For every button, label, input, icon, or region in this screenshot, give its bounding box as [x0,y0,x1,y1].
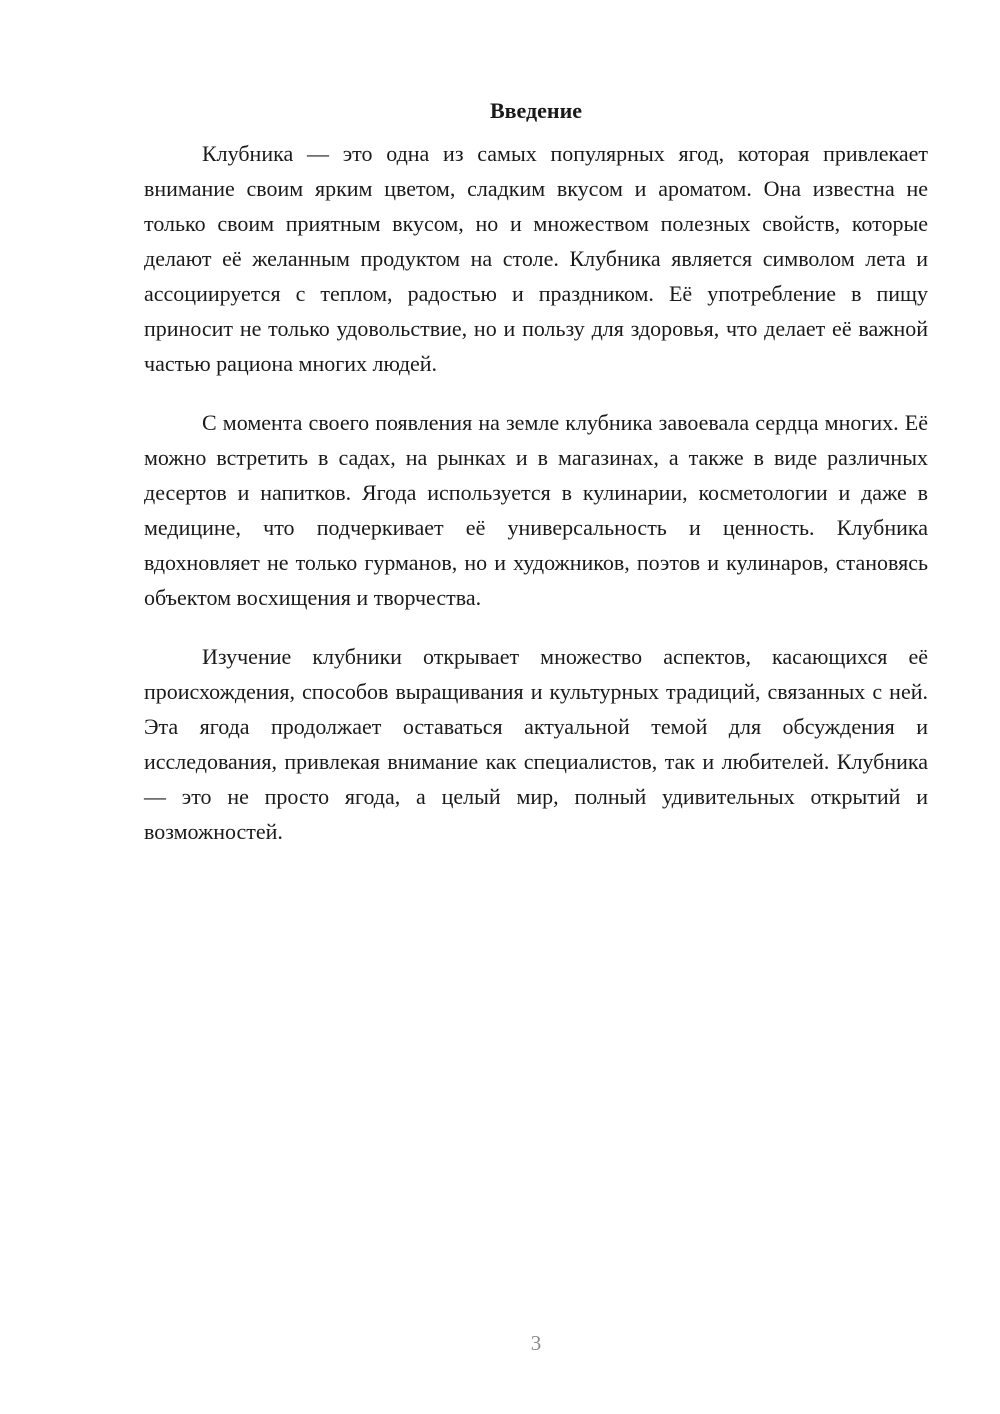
page-number: 3 [530,1331,542,1355]
paragraph-1: Клубника — это одна из самых популярных ягод, которая привлекает внимание своим ярким цветом, сладким вкусом и ароматом. Она известна не только своим приятным вкусом, но и множеством полезных свойств, которые делают её желанным продуктом на столе. Клубника является символом лета и ассоциируется с теплом, радостью и праздником. Её употребление в пищу приносит не только удовольствие, но и пользу для здоровья, что делает её важной частью рациона многих людей. [144,141,928,376]
page-content [144,96,928,873]
paragraph-2: С момента своего появления на земле клубника завоевала сердца многих. Её можно встретить в садах, на рынках и в магазинах, а также в виде различных десертов и напитков. Ягода используется в кулинарии, косметологии и даже в медицине, что подчеркивает её универсальность и ценность. Клубника вдохновляет не только гурманов, но и художников, поэтов и кулинаров, становясь объектом восхищения и творчества. [144,410,928,610]
paragraph-3: Изучение клубники открывает множество аспектов, касающихся её происхождения, способов выращивания и культурных традиций, связанных с ней. Эта ягода продолжает оставаться актуальной темой для обсуждения и исследования, привлекая внимание как специалистов, так и любителей. Клубника — это не просто ягода, а целый мир, полный удивительных открытий и возможностей. [144,644,928,844]
section-title: Введение [489,98,583,123]
